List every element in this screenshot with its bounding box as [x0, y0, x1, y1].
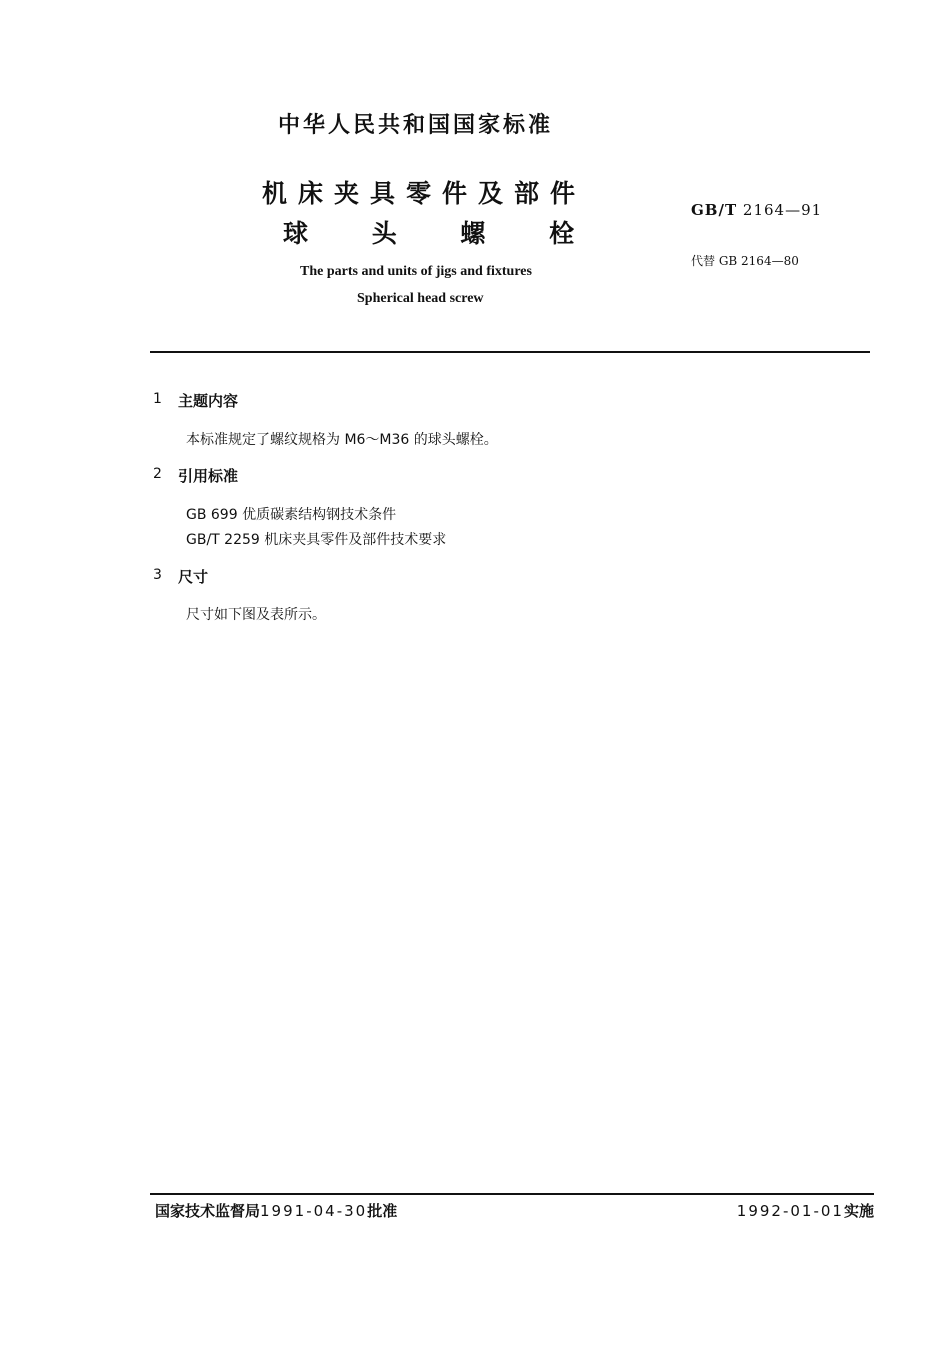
title-en-line2: Spherical head screw — [357, 291, 484, 306]
approval-date: 1991-04-30 — [260, 1202, 368, 1220]
section-1-title: 主题内容 — [178, 392, 239, 410]
title-cn-line2: 球 头 螺 栓 — [283, 219, 575, 248]
replaces-standard: 代替 GB 2164—80 — [691, 254, 799, 268]
standard-number — [691, 201, 822, 219]
section-1-text: 本标准规定了螺纹规格为 M6～M36 的球头螺栓。 — [186, 432, 498, 448]
approval-org: 国家技术监督局 — [155, 1202, 261, 1220]
section-3-number: 3 — [153, 567, 162, 583]
approval-line — [155, 1200, 397, 1221]
section-2-title: 引用标准 — [178, 467, 239, 485]
national-standard-heading: 中华人民共和国国家标准 — [278, 113, 554, 138]
standard-prefix: GB/T — [691, 201, 738, 219]
standard-code: 2164—91 — [742, 201, 823, 219]
effective-date: 1992-01-01 — [736, 1202, 844, 1220]
footer-divider — [150, 1193, 874, 1195]
effective-line — [737, 1200, 874, 1221]
header-divider — [150, 351, 870, 353]
title-cn-line1: 机床夹具零件及部件 — [262, 179, 587, 208]
section-2-reference-1: GB 699 优质碳素结构钢技术条件 — [186, 507, 397, 523]
title-en-line1: The parts and units of jigs and fixtures — [300, 264, 532, 279]
effective-suffix: 实施 — [843, 1202, 874, 1220]
section-2-reference-2: GB/T 2259 机床夹具零件及部件技术要求 — [186, 532, 447, 548]
section-1-number: 1 — [153, 391, 162, 407]
section-3-text: 尺寸如下图及表所示。 — [186, 607, 326, 623]
section-2-number: 2 — [153, 466, 162, 482]
section-3-title: 尺寸 — [178, 568, 209, 586]
approval-suffix: 批准 — [367, 1202, 398, 1220]
